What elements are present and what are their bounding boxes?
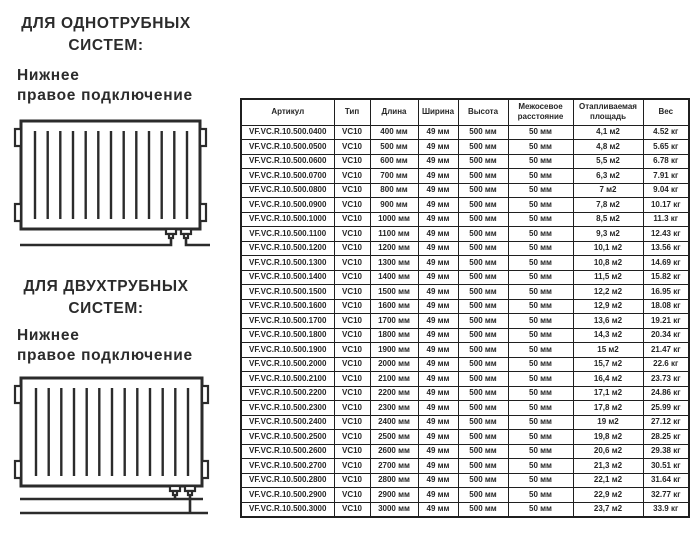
cell-height: 500 мм	[458, 227, 508, 242]
table-row	[241, 488, 689, 503]
cell-article: VF.VC.R.10.500.1900	[241, 343, 334, 358]
cell-weight: 32.77 кг	[643, 488, 689, 503]
cell-heated-area: 19 м2	[573, 415, 643, 430]
cell-heated-area: 17,1 м2	[573, 386, 643, 401]
cell-width: 49 мм	[418, 314, 458, 329]
cell-length: 2300 мм	[370, 401, 418, 416]
cell-height: 500 мм	[458, 154, 508, 169]
cell-width: 49 мм	[418, 212, 458, 227]
header-length: Длина	[370, 99, 418, 125]
cell-length: 600 мм	[370, 154, 418, 169]
cell-length: 800 мм	[370, 183, 418, 198]
cell-axle-distance: 50 мм	[508, 328, 573, 343]
cell-length: 2900 мм	[370, 488, 418, 503]
cell-height: 500 мм	[458, 183, 508, 198]
supply-pipe-upper	[20, 495, 203, 499]
cell-article: VF.VC.R.10.500.0700	[241, 169, 334, 184]
cell-height: 500 мм	[458, 212, 508, 227]
cell-type: VC10	[334, 270, 370, 285]
table-row	[241, 198, 689, 213]
table-row	[241, 270, 689, 285]
radiator-fins	[36, 388, 188, 476]
cell-weight: 28.25 кг	[643, 430, 689, 445]
cell-type: VC10	[334, 372, 370, 387]
cell-axle-distance: 50 мм	[508, 372, 573, 387]
cell-height: 500 мм	[458, 256, 508, 271]
cell-axle-distance: 50 мм	[508, 169, 573, 184]
cell-type: VC10	[334, 299, 370, 314]
cell-width: 49 мм	[418, 328, 458, 343]
single-pipe-section-title	[0, 13, 212, 57]
cell-width: 49 мм	[418, 343, 458, 358]
cell-height: 500 мм	[458, 459, 508, 474]
table-row	[241, 430, 689, 445]
cell-article: VF.VC.R.10.500.0600	[241, 154, 334, 169]
cell-length: 1900 мм	[370, 343, 418, 358]
cell-width: 49 мм	[418, 357, 458, 372]
cell-length: 1800 мм	[370, 328, 418, 343]
header-axle-distance: Межосевое расстояние	[508, 99, 573, 125]
cell-length: 1500 мм	[370, 285, 418, 300]
cell-weight: 15.82 кг	[643, 270, 689, 285]
table-row	[241, 473, 689, 488]
cell-height: 500 мм	[458, 125, 508, 140]
cell-height: 500 мм	[458, 430, 508, 445]
cell-width: 49 мм	[418, 430, 458, 445]
cell-width: 49 мм	[418, 140, 458, 155]
cell-axle-distance: 50 мм	[508, 183, 573, 198]
cell-article: VF.VC.R.10.500.2300	[241, 401, 334, 416]
cell-length: 700 мм	[370, 169, 418, 184]
table-row	[241, 125, 689, 140]
cell-heated-area: 15,7 м2	[573, 357, 643, 372]
cell-type: VC10	[334, 502, 370, 517]
header-width: Ширина	[418, 99, 458, 125]
table-row	[241, 227, 689, 242]
cell-width: 49 мм	[418, 198, 458, 213]
cell-width: 49 мм	[418, 415, 458, 430]
cell-heated-area: 21,3 м2	[573, 459, 643, 474]
cell-weight: 12.43 кг	[643, 227, 689, 242]
cell-article: VF.VC.R.10.500.1600	[241, 299, 334, 314]
cell-axle-distance: 50 мм	[508, 299, 573, 314]
cell-article: VF.VC.R.10.500.2100	[241, 372, 334, 387]
cell-weight: 9.04 кг	[643, 183, 689, 198]
double-pipe-connection-label	[17, 326, 193, 367]
cell-height: 500 мм	[458, 357, 508, 372]
cell-height: 500 мм	[458, 285, 508, 300]
cell-heated-area: 5,5 м2	[573, 154, 643, 169]
spec-table-container	[240, 98, 690, 518]
cell-heated-area: 10,1 м2	[573, 241, 643, 256]
cell-length: 2600 мм	[370, 444, 418, 459]
table-row	[241, 357, 689, 372]
cell-axle-distance: 50 мм	[508, 270, 573, 285]
table-row	[241, 140, 689, 155]
cell-heated-area: 23,7 м2	[573, 502, 643, 517]
cell-weight: 33.9 кг	[643, 502, 689, 517]
double-pipe-section-title	[0, 276, 212, 320]
cell-length: 2100 мм	[370, 372, 418, 387]
cell-width: 49 мм	[418, 386, 458, 401]
cell-type: VC10	[334, 285, 370, 300]
radiator-diagram-single-pipe	[10, 118, 220, 258]
subtitle-line: Нижнее	[17, 327, 80, 344]
table-row	[241, 444, 689, 459]
cell-type: VC10	[334, 169, 370, 184]
cell-axle-distance: 50 мм	[508, 488, 573, 503]
title-line: СИСТЕМ:	[68, 300, 144, 317]
cell-heated-area: 22,9 м2	[573, 488, 643, 503]
cell-heated-area: 13,6 м2	[573, 314, 643, 329]
cell-axle-distance: 50 мм	[508, 415, 573, 430]
cell-length: 2800 мм	[370, 473, 418, 488]
cell-axle-distance: 50 мм	[508, 125, 573, 140]
cell-axle-distance: 50 мм	[508, 459, 573, 474]
cell-article: VF.VC.R.10.500.1800	[241, 328, 334, 343]
table-row	[241, 241, 689, 256]
cell-heated-area: 19,8 м2	[573, 430, 643, 445]
cell-height: 500 мм	[458, 372, 508, 387]
cell-type: VC10	[334, 488, 370, 503]
cell-height: 500 мм	[458, 299, 508, 314]
header-heated-area: Отапливаемая площадь	[573, 99, 643, 125]
cell-article: VF.VC.R.10.500.3000	[241, 502, 334, 517]
cell-heated-area: 6,3 м2	[573, 169, 643, 184]
cell-axle-distance: 50 мм	[508, 227, 573, 242]
cell-weight: 11.3 кг	[643, 212, 689, 227]
table-row	[241, 343, 689, 358]
cell-axle-distance: 50 мм	[508, 256, 573, 271]
cell-type: VC10	[334, 154, 370, 169]
cell-height: 500 мм	[458, 401, 508, 416]
cell-heated-area: 10,8 м2	[573, 256, 643, 271]
cell-axle-distance: 50 мм	[508, 285, 573, 300]
cell-height: 500 мм	[458, 444, 508, 459]
cell-axle-distance: 50 мм	[508, 343, 573, 358]
cell-article: VF.VC.R.10.500.0500	[241, 140, 334, 155]
table-row	[241, 212, 689, 227]
cell-article: VF.VC.R.10.500.2000	[241, 357, 334, 372]
cell-width: 49 мм	[418, 256, 458, 271]
cell-weight: 29.38 кг	[643, 444, 689, 459]
table-row	[241, 502, 689, 517]
cell-height: 500 мм	[458, 415, 508, 430]
cell-axle-distance: 50 мм	[508, 444, 573, 459]
cell-article: VF.VC.R.10.500.1200	[241, 241, 334, 256]
table-row	[241, 372, 689, 387]
cell-type: VC10	[334, 256, 370, 271]
cell-height: 500 мм	[458, 473, 508, 488]
title-line: ДЛЯ ОДНОТРУБНЫХ	[21, 15, 191, 32]
cell-article: VF.VC.R.10.500.0400	[241, 125, 334, 140]
cell-length: 900 мм	[370, 198, 418, 213]
cell-height: 500 мм	[458, 343, 508, 358]
cell-weight: 16.95 кг	[643, 285, 689, 300]
cell-weight: 20.34 кг	[643, 328, 689, 343]
cell-width: 49 мм	[418, 125, 458, 140]
cell-heated-area: 9,3 м2	[573, 227, 643, 242]
cell-length: 1300 мм	[370, 256, 418, 271]
table-row	[241, 154, 689, 169]
cell-width: 49 мм	[418, 227, 458, 242]
cell-width: 49 мм	[418, 473, 458, 488]
cell-height: 500 мм	[458, 198, 508, 213]
radiator-diagram-double-pipe	[10, 375, 220, 520]
cell-heated-area: 17,8 м2	[573, 401, 643, 416]
cell-axle-distance: 50 мм	[508, 140, 573, 155]
cell-article: VF.VC.R.10.500.2200	[241, 386, 334, 401]
cell-height: 500 мм	[458, 386, 508, 401]
cell-type: VC10	[334, 125, 370, 140]
cell-type: VC10	[334, 140, 370, 155]
cell-height: 500 мм	[458, 328, 508, 343]
cell-height: 500 мм	[458, 241, 508, 256]
cell-weight: 5.65 кг	[643, 140, 689, 155]
cell-axle-distance: 50 мм	[508, 241, 573, 256]
header-weight: Вес	[643, 99, 689, 125]
cell-heated-area: 20,6 м2	[573, 444, 643, 459]
cell-axle-distance: 50 мм	[508, 401, 573, 416]
cell-axle-distance: 50 мм	[508, 357, 573, 372]
cell-axle-distance: 50 мм	[508, 154, 573, 169]
cell-length: 1700 мм	[370, 314, 418, 329]
cell-axle-distance: 50 мм	[508, 212, 573, 227]
cell-weight: 22.6 кг	[643, 357, 689, 372]
cell-heated-area: 12,2 м2	[573, 285, 643, 300]
cell-length: 1100 мм	[370, 227, 418, 242]
cell-type: VC10	[334, 198, 370, 213]
cell-axle-distance: 50 мм	[508, 314, 573, 329]
table-row	[241, 386, 689, 401]
cell-length: 2000 мм	[370, 357, 418, 372]
radiator-fins	[35, 131, 187, 219]
cell-length: 2200 мм	[370, 386, 418, 401]
cell-heated-area: 16,4 м2	[573, 372, 643, 387]
cell-type: VC10	[334, 430, 370, 445]
cell-width: 49 мм	[418, 444, 458, 459]
cell-weight: 19.21 кг	[643, 314, 689, 329]
table-row	[241, 256, 689, 271]
cell-type: VC10	[334, 444, 370, 459]
cell-height: 500 мм	[458, 270, 508, 285]
cell-heated-area: 8,5 м2	[573, 212, 643, 227]
table-row	[241, 285, 689, 300]
cell-width: 49 мм	[418, 488, 458, 503]
subtitle-line: правое подключение	[17, 347, 193, 365]
table-header-row	[241, 99, 689, 125]
cell-length: 2400 мм	[370, 415, 418, 430]
cell-type: VC10	[334, 357, 370, 372]
spec-table-body	[241, 125, 689, 517]
cell-heated-area: 22,1 м2	[573, 473, 643, 488]
cell-weight: 14.69 кг	[643, 256, 689, 271]
table-row	[241, 169, 689, 184]
cell-type: VC10	[334, 227, 370, 242]
cell-heated-area: 4,1 м2	[573, 125, 643, 140]
cell-article: VF.VC.R.10.500.2400	[241, 415, 334, 430]
cell-article: VF.VC.R.10.500.1300	[241, 256, 334, 271]
cell-weight: 6.78 кг	[643, 154, 689, 169]
cell-weight: 23.73 кг	[643, 372, 689, 387]
cell-heated-area: 11,5 м2	[573, 270, 643, 285]
left-panel	[0, 0, 237, 535]
cell-type: VC10	[334, 386, 370, 401]
cell-length: 400 мм	[370, 125, 418, 140]
cell-weight: 25.99 кг	[643, 401, 689, 416]
radiator-spec-table	[240, 98, 690, 518]
subtitle-line: правое подключение	[17, 87, 193, 105]
cell-type: VC10	[334, 314, 370, 329]
table-row	[241, 314, 689, 329]
cell-article: VF.VC.R.10.500.1500	[241, 285, 334, 300]
cell-axle-distance: 50 мм	[508, 386, 573, 401]
cell-width: 49 мм	[418, 401, 458, 416]
cell-article: VF.VC.R.10.500.1400	[241, 270, 334, 285]
cell-length: 2700 мм	[370, 459, 418, 474]
table-row	[241, 183, 689, 198]
cell-type: VC10	[334, 183, 370, 198]
cell-length: 2500 мм	[370, 430, 418, 445]
cell-axle-distance: 50 мм	[508, 198, 573, 213]
table-row	[241, 328, 689, 343]
cell-width: 49 мм	[418, 459, 458, 474]
cell-article: VF.VC.R.10.500.2500	[241, 430, 334, 445]
cell-heated-area: 15 м2	[573, 343, 643, 358]
subtitle-line: Нижнее	[17, 67, 80, 84]
supply-pipe-single	[20, 238, 210, 245]
cell-width: 49 мм	[418, 270, 458, 285]
cell-heated-area: 7,8 м2	[573, 198, 643, 213]
header-article: Артикул	[241, 99, 334, 125]
table-row	[241, 415, 689, 430]
cell-weight: 24.86 кг	[643, 386, 689, 401]
cell-article: VF.VC.R.10.500.2600	[241, 444, 334, 459]
cell-width: 49 мм	[418, 154, 458, 169]
single-pipe-connection-label	[17, 66, 193, 107]
cell-weight: 27.12 кг	[643, 415, 689, 430]
cell-axle-distance: 50 мм	[508, 502, 573, 517]
cell-article: VF.VC.R.10.500.1700	[241, 314, 334, 329]
cell-length: 500 мм	[370, 140, 418, 155]
cell-height: 500 мм	[458, 140, 508, 155]
cell-width: 49 мм	[418, 169, 458, 184]
cell-height: 500 мм	[458, 502, 508, 517]
cell-article: VF.VC.R.10.500.2800	[241, 473, 334, 488]
cell-width: 49 мм	[418, 502, 458, 517]
cell-heated-area: 14,3 м2	[573, 328, 643, 343]
cell-type: VC10	[334, 212, 370, 227]
cell-weight: 21.47 кг	[643, 343, 689, 358]
cell-length: 1000 мм	[370, 212, 418, 227]
cell-heated-area: 4,8 м2	[573, 140, 643, 155]
cell-axle-distance: 50 мм	[508, 430, 573, 445]
cell-height: 500 мм	[458, 488, 508, 503]
table-row	[241, 299, 689, 314]
cell-article: VF.VC.R.10.500.1100	[241, 227, 334, 242]
cell-heated-area: 7 м2	[573, 183, 643, 198]
cell-weight: 30.51 кг	[643, 459, 689, 474]
cell-width: 49 мм	[418, 299, 458, 314]
cell-type: VC10	[334, 328, 370, 343]
cell-width: 49 мм	[418, 372, 458, 387]
cell-type: VC10	[334, 459, 370, 474]
cell-article: VF.VC.R.10.500.2900	[241, 488, 334, 503]
cell-length: 1200 мм	[370, 241, 418, 256]
title-line: ДЛЯ ДВУХТРУБНЫХ	[23, 278, 189, 295]
cell-axle-distance: 50 мм	[508, 473, 573, 488]
cell-length: 3000 мм	[370, 502, 418, 517]
cell-width: 49 мм	[418, 183, 458, 198]
cell-weight: 10.17 кг	[643, 198, 689, 213]
cell-weight: 13.56 кг	[643, 241, 689, 256]
cell-type: VC10	[334, 401, 370, 416]
cell-article: VF.VC.R.10.500.1000	[241, 212, 334, 227]
title-line: СИСТЕМ:	[68, 37, 144, 54]
cell-width: 49 мм	[418, 241, 458, 256]
cell-article: VF.VC.R.10.500.0800	[241, 183, 334, 198]
header-type: Тип	[334, 99, 370, 125]
cell-height: 500 мм	[458, 169, 508, 184]
cell-width: 49 мм	[418, 285, 458, 300]
cell-article: VF.VC.R.10.500.0900	[241, 198, 334, 213]
header-height: Высота	[458, 99, 508, 125]
cell-weight: 4.52 кг	[643, 125, 689, 140]
cell-article: VF.VC.R.10.500.2700	[241, 459, 334, 474]
cell-weight: 7.91 кг	[643, 169, 689, 184]
cell-weight: 31.64 кг	[643, 473, 689, 488]
cell-type: VC10	[334, 343, 370, 358]
cell-height: 500 мм	[458, 314, 508, 329]
cell-type: VC10	[334, 473, 370, 488]
cell-length: 1600 мм	[370, 299, 418, 314]
cell-weight: 18.08 кг	[643, 299, 689, 314]
cell-type: VC10	[334, 415, 370, 430]
table-row	[241, 401, 689, 416]
table-row	[241, 459, 689, 474]
cell-heated-area: 12,9 м2	[573, 299, 643, 314]
cell-type: VC10	[334, 241, 370, 256]
cell-length: 1400 мм	[370, 270, 418, 285]
